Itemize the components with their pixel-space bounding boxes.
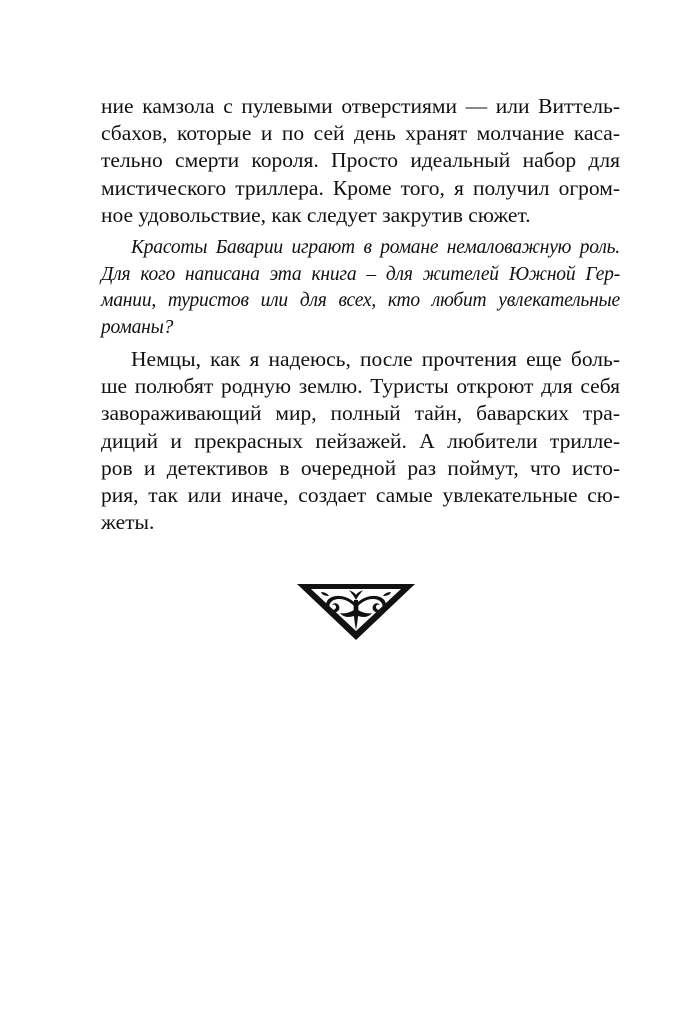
text-line: рия, так или иначе, создает самые увлекательные сю- <box>101 483 620 508</box>
question-line: Для кого написана эта книга – для жителей Южной Гер- <box>101 263 620 285</box>
text-line: сбахов, которые и по сей день хранят молчание каса- <box>101 121 620 146</box>
text-line: мистического триллера. Кроме того, я получил огром- <box>101 175 620 200</box>
interview-answer <box>101 346 620 536</box>
text-line: ров и детективов в очередной раз поймут, что исто- <box>101 455 620 480</box>
text-line: жеты. <box>101 510 155 535</box>
text-line: Немцы, как я надеюсь, после прочтения еще боль- <box>131 347 620 371</box>
question-line: Красоты Баварии играют в романе немаловажную роль. <box>131 237 620 258</box>
text-line: ше полюбят родную землю. Туристы откроют для себя <box>101 374 620 399</box>
question-line: мании, туристов или для всех, кто любит увлекательные <box>101 290 620 311</box>
text-line: тельно смерти короля. Просто идеальный набор для <box>101 148 620 173</box>
text-line: ние камзола с пулевыми отверстиями — или Виттель- <box>101 94 620 118</box>
paragraph-continued <box>101 93 620 229</box>
text-line: ное удовольствие, как следует закрутив сюжет. <box>101 202 531 227</box>
interview-question <box>101 235 620 341</box>
text-line: завораживающий мир, полный тайн, баварских тра- <box>101 401 620 426</box>
question-line: романы? <box>101 316 174 338</box>
triangular-floral-vignette-icon <box>297 580 415 640</box>
text-line: диций и прекрасных пейзажей. А любители трилле- <box>101 428 620 453</box>
